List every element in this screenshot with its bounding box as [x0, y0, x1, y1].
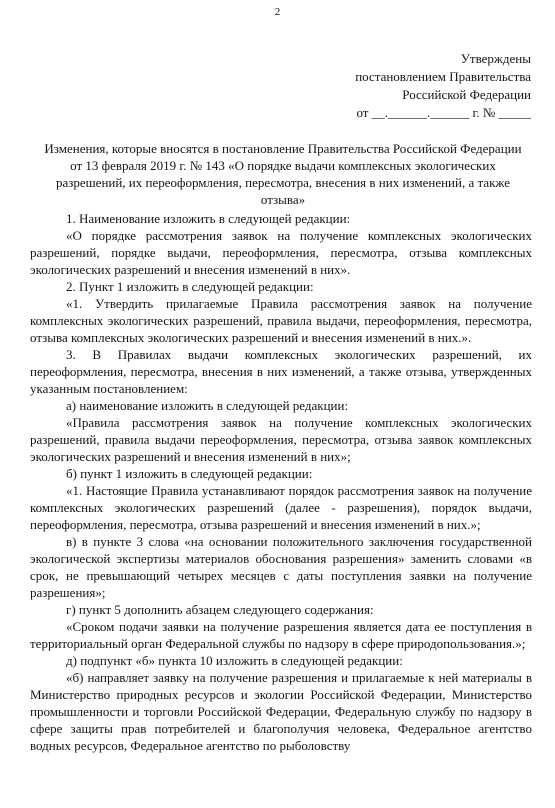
paragraph: в) в пункте 3 слова «на основании положительного заключения государственной экологической экспертизы материалов обоснования разрешения» заменить словами «в срок, не превышающий четырех месяцев с даты поступления заявки на получение разрешения»;: [30, 534, 532, 600]
document-body: [30, 210, 532, 754]
approval-line: Российской Федерации: [402, 87, 531, 102]
page-number: 2: [274, 6, 281, 18]
approval-line: постановлением Правительства: [355, 69, 531, 84]
paragraph: «Сроком подачи заявки на получение разрешения является дата ее поступления в территориальный орган Федеральной службы по надзору в сфере природопользования.»;: [30, 619, 532, 651]
document-title: Изменения, которые вносятся в постановление Правительства Российской Федерации от 13 февраля 2019 г. № 143 «О порядке выдачи комплексных экологических разрешений, их переоформления, пересмотра, внесения в них изменений, а также отзыва»: [44, 141, 522, 207]
approval-line: от __.______.______ г. № _____: [356, 105, 531, 120]
paragraph: «Правила рассмотрения заявок на получение комплексных экологических разрешений, правила выдачи переоформления, пересмотра, отзыва заявок комплексных экологических разрешений и внесения изменений в них»;: [30, 415, 532, 464]
paragraph: «О порядке рассмотрения заявок на получение комплексных экологических разрешений, порядке выдачи, переоформления, пересмотра, отзыва комплексных экологических разрешений и внесения изменений в них».: [30, 228, 532, 277]
paragraph: б) пункт 1 изложить в следующей редакции:: [66, 466, 313, 481]
paragraph: «1. Настоящие Правила устанавливают порядок рассмотрения заявок на получение комплексных экологических разрешений (далее - разрешения), порядок выдачи, переоформления, пересмотра, отзыва разрешений и внесения изменений в них.»;: [30, 483, 532, 532]
paragraph: 1. Наименование изложить в следующей редакции:: [66, 211, 351, 226]
approval-line: Утверждены: [460, 51, 531, 66]
paragraph: «б) направляет заявку на получение разрешения и прилагаемые к ней материалы в Министерство природных ресурсов и экологии Российской Федерации, Министерство промышленности и торговли Российской Федерации, Федеральную службу по надзору в сфере защиты прав потребителей и благополучия человека, Федеральное агентство водных ресурсов, Федеральное агентство по рыболовству: [30, 670, 532, 753]
approval-stamp: [355, 50, 531, 122]
paragraph: д) подпункт «б» пункта 10 изложить в следующей редакции:: [66, 653, 403, 668]
paragraph: 2. Пункт 1 изложить в следующей редакции:: [66, 279, 314, 294]
paragraph: 3. В Правилах выдачи комплексных экологических разрешений, их переоформления, пересмотра, внесения в них изменений, а также отзыва, утвержденных указанным постановлением:: [30, 347, 532, 396]
paragraph: а) наименование изложить в следующей редакции:: [66, 398, 349, 413]
paragraph: г) пункт 5 дополнить абзацем следующего содержания:: [66, 602, 374, 617]
paragraph: «1. Утвердить прилагаемые Правила рассмотрения заявок на получение комплексных экологических разрешений, правила выдачи, переоформления, пересмотра, отзыва комплексных экологических разрешений и внесения изменений в них.».: [30, 296, 532, 345]
